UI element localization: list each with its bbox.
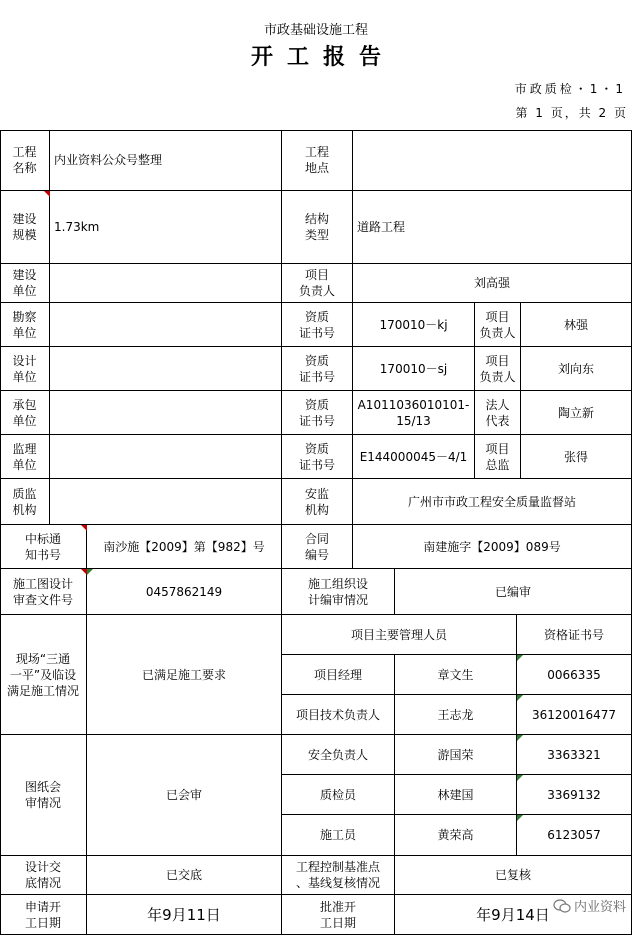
label-drawing-review-no: 施工图设计 审查文件号 [0,569,87,615]
comment-marker-icon[interactable] [517,655,523,661]
form-subtitle: 市政基础设施工程 [263,23,368,38]
label-chief-supervisor: 项目 总监 [475,435,521,479]
value-org-design-review[interactable]: 已编审 [395,569,632,615]
value-contractor-unit[interactable] [50,391,282,435]
staff-cert[interactable]: 3363321 [517,735,632,775]
staff-name[interactable]: 林建国 [395,775,517,815]
staff-role: 施工员 [282,815,395,856]
staff-name[interactable]: 黄荣高 [395,815,517,856]
label-contractor-cert: 资质 证书号 [282,391,353,435]
value-design-leader[interactable]: 刘向东 [521,347,632,391]
label-contractor-unit: 承包 单位 [0,391,50,435]
page-number: 第 1 页，共 2 页 [515,106,628,120]
value-project-location[interactable] [353,130,632,191]
value-structure-type[interactable]: 道路工程 [353,191,632,264]
staff-cert[interactable]: 3369132 [517,775,632,815]
label-design-cert: 资质 证书号 [282,347,353,391]
label-owner-unit: 建设 单位 [0,264,50,303]
label-survey-cert: 资质 证书号 [282,303,353,347]
value-quality-agency[interactable] [50,479,282,525]
label-design-unit: 设计 单位 [0,347,50,391]
label-survey-unit: 勘察 单位 [0,303,50,347]
value-baseline-check[interactable]: 已复核 [395,856,632,895]
value-contract-no[interactable]: 南建施字【2009】089号 [353,525,632,569]
label-safety-agency: 安监 机构 [282,479,353,525]
value-chief-supervisor[interactable]: 张得 [521,435,632,479]
staff-name[interactable]: 章文生 [395,655,517,695]
label-project-name: 工程 名称 [0,130,50,191]
wechat-icon [553,899,571,913]
staff-role: 安全负责人 [282,735,395,775]
label-project-location: 工程 地点 [282,130,353,191]
label-design-disclosure: 设计交 底情况 [0,856,87,895]
value-supervision-cert[interactable]: E144000045－4/1 [353,435,475,479]
label-construction-scale: 建设 规模 [0,191,50,264]
label-contract-no: 合同 编号 [282,525,353,569]
comment-marker-icon[interactable] [81,525,87,531]
label-org-design-review: 施工组织设 计编审情况 [282,569,395,615]
staff-cert[interactable]: 0066335 [517,655,632,695]
label-supervision-unit: 监理 单位 [0,435,50,479]
value-project-leader[interactable]: 刘高强 [353,264,632,303]
value-owner-unit[interactable] [50,264,282,303]
staff-role: 项目技术负责人 [282,695,395,735]
label-design-leader: 项目 负责人 [475,347,521,391]
label-apply-start-date: 申请开 工日期 [0,895,87,935]
label-structure-type: 结构 类型 [282,191,353,264]
label-baseline-check: 工程控制基准点 、基线复核情况 [282,856,395,895]
value-construction-scale[interactable]: 1.73km [50,191,282,264]
staff-role: 项目经理 [282,655,395,695]
form-title: 开工报告 [250,45,395,70]
staff-header-personnel: 项目主要管理人员 [282,615,517,655]
value-apply-start-date[interactable]: 年9月11日 [87,895,282,935]
comment-marker-icon[interactable] [44,191,50,197]
value-design-disclosure[interactable]: 已交底 [87,856,282,895]
value-survey-cert[interactable]: 170010－kj [353,303,475,347]
staff-cert[interactable]: 36120016477 [517,695,632,735]
value-survey-leader[interactable]: 林强 [521,303,632,347]
staff-cert[interactable]: 6123057 [517,815,632,856]
label-supervision-cert: 资质 证书号 [282,435,353,479]
value-drawing-review[interactable]: 已会审 [87,735,282,856]
comment-marker-icon[interactable] [517,735,523,741]
staff-role: 质检员 [282,775,395,815]
watermark-text: 内业资料 [573,900,626,915]
form-code: 市政质检・1・1 [514,82,626,96]
staff-header-cert: 资格证书号 [517,615,632,655]
label-legal-rep: 法人 代表 [475,391,521,435]
label-project-leader: 项目 负责人 [282,264,353,303]
staff-name[interactable]: 游国荣 [395,735,517,775]
value-legal-rep[interactable]: 陶立新 [521,391,632,435]
value-contractor-cert[interactable]: A1011036010101- 15/13 [353,391,475,435]
comment-marker-icon[interactable] [517,775,523,781]
value-supervision-unit[interactable] [50,435,282,479]
label-bid-notice-no: 中标通 知书号 [0,525,87,569]
value-design-cert[interactable]: 170010－sj [353,347,475,391]
label-site-readiness: 现场“三通 一平”及临设 满足施工情况 [0,615,87,735]
value-drawing-review-no[interactable]: 0457862149 [87,569,282,615]
label-drawing-review: 图纸会 审情况 [0,735,87,856]
value-site-readiness[interactable]: 已满足施工要求 [87,615,282,735]
value-safety-agency[interactable]: 广州市市政工程安全质量监督站 [353,479,632,525]
comment-marker-icon[interactable] [517,695,523,701]
label-survey-leader: 项目 负责人 [475,303,521,347]
label-approve-start-date: 批准开 工日期 [282,895,395,935]
value-approve-start-date[interactable]: 年9月14日 [395,895,632,935]
staff-name[interactable]: 王志龙 [395,695,517,735]
comment-marker-icon[interactable] [517,815,523,821]
comment-marker-icon[interactable] [87,569,93,575]
label-quality-agency: 质监 机构 [0,479,50,525]
value-design-unit[interactable] [50,347,282,391]
watermark [553,896,626,915]
value-project-name[interactable]: 内业资料公众号整理 [50,130,282,191]
value-bid-notice-no[interactable]: 南沙施【2009】第【982】号 [87,525,282,569]
value-survey-unit[interactable] [50,303,282,347]
